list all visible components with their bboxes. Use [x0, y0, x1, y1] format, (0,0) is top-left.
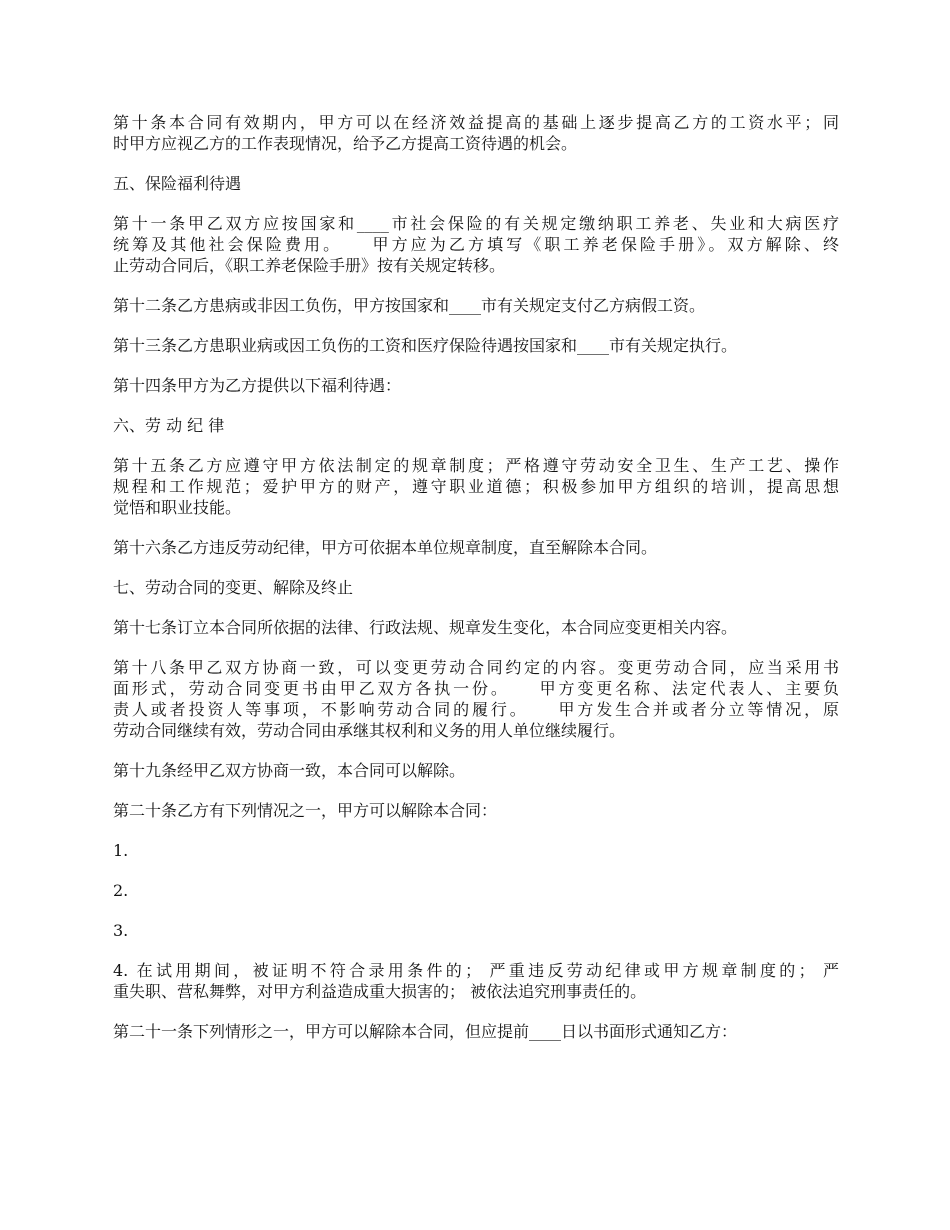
list-item-4 — [113, 960, 839, 1002]
article-18 — [113, 657, 839, 741]
list-item-2: 2. — [113, 881, 129, 900]
section-7-heading: 七、劳动合同的变更、解除及终止 — [113, 578, 354, 597]
article-10-line-2: 时甲方应视乙方的工作表现情况，给予乙方提高工资待遇的机会。 — [113, 134, 578, 153]
article-11-line-3: 止劳动合同后，《职工养老保险手册》按有关规定转移。 — [113, 256, 506, 275]
article-13: 第十三条乙方患职业病或因工负伤的工资和医疗保险待遇按国家和____市有关规定执行。 — [113, 336, 738, 355]
article-14: 第十四条甲方为乙方提供以下福利待遇： — [113, 376, 402, 395]
article-15 — [113, 455, 839, 518]
list-item-4-line-1: 4. 在试用期间，被证明不符合录用条件的； 严重违反劳动纪律或甲方规章制度的； 严 — [113, 961, 839, 980]
article-18-line-4: 劳动合同继续有效，劳动合同由承继其权利和义务的用人单位继续履行。 — [113, 721, 626, 740]
section-5-heading: 五、保险福利待遇 — [113, 174, 242, 193]
article-11-line-2: 统筹及其他社会保险费用。 甲方应为乙方填写《职工养老保险手册》。双方解除、终 — [113, 235, 839, 254]
article-18-line-2: 面形式，劳动合同变更书由甲乙双方各执一份。 甲方变更名称、法定代表人、主要负 — [113, 679, 839, 698]
article-15-line-1: 第十五条乙方应遵守甲方依法制定的规章制度；严格遵守劳动安全卫生、生产工艺、操作 — [113, 456, 839, 475]
list-item-3: 3. — [113, 921, 129, 940]
article-21: 第二十一条下列情形之一，甲方可以解除本合同，但应提前____日以书面形式通知乙方： — [113, 1022, 738, 1041]
section-6-heading: 六、劳 动 纪 律 — [113, 416, 225, 435]
article-17: 第十七条订立本合同所依据的法律、行政法规、规章发生变化，本合同应变更相关内容。 — [113, 618, 738, 637]
article-11-line-1: 第十一条甲乙双方应按国家和____市社会保险的有关规定缴纳职工养老、失业和大病医疗 — [113, 214, 839, 233]
list-item-1: 1. — [113, 841, 129, 860]
document-page — [113, 112, 839, 1061]
article-16: 第十六条乙方违反劳动纪律，甲方可依据本单位规章制度，直至解除本合同。 — [113, 538, 658, 557]
article-20: 第二十条乙方有下列情况之一，甲方可以解除本合同： — [113, 801, 498, 820]
article-15-line-3: 觉悟和职业技能。 — [113, 498, 242, 517]
article-10 — [113, 112, 839, 154]
article-18-line-1: 第十八条甲乙双方协商一致，可以变更劳动合同约定的内容。变更劳动合同，应当采用书 — [113, 658, 839, 677]
article-15-line-2: 规程和工作规范；爱护甲方的财产，遵守职业道德；积极参加甲方组织的培训，提高思想 — [113, 477, 839, 496]
article-18-line-3: 责人或者投资人等事项，不影响劳动合同的履行。 甲方发生合并或者分立等情况，原 — [113, 700, 839, 719]
article-12: 第十二条乙方患病或非因工负伤，甲方按国家和____市有关规定支付乙方病假工资。 — [113, 296, 706, 315]
article-19: 第十九条经甲乙双方协商一致，本合同可以解除。 — [113, 761, 466, 780]
article-10-line-1: 第十条本合同有效期内，甲方可以在经济效益提高的基础上逐步提高乙方的工资水平；同 — [113, 113, 839, 132]
article-11 — [113, 213, 839, 276]
list-item-4-line-2: 重失职、营私舞弊，对甲方利益造成重大损害的； 被依法追究刑事责任的。 — [113, 982, 647, 1001]
